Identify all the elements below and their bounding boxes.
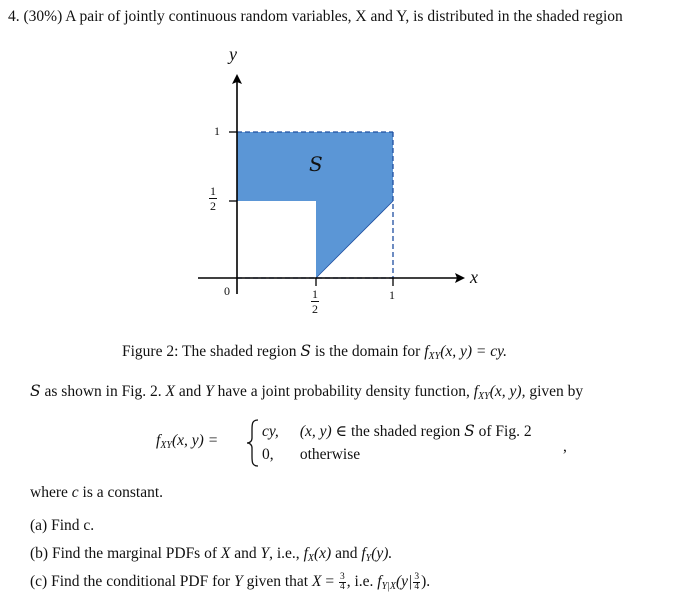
part-b (30, 545, 392, 564)
problem-weight: (30%) (23, 8, 63, 25)
pdf-case-1-tail: of Fig. 2 (478, 423, 532, 440)
part-c-f: f (377, 573, 382, 591)
intro-text-1: as shown in Fig. 2. (44, 383, 162, 400)
problem-number: 4. (8, 8, 20, 25)
intro-text-3: given by (529, 383, 584, 400)
constant-note-prefix: where (30, 484, 68, 501)
intro-sentence (30, 382, 583, 402)
part-b-fx-sub: X (307, 553, 314, 564)
part-b-text-2: , i.e., (269, 545, 300, 562)
part-b-x: X (220, 545, 231, 562)
pdf-lhs-sub: XY (160, 440, 172, 451)
pdf-brace (246, 418, 260, 468)
constant-note-var: c (71, 484, 79, 501)
pdf-case-1-cond-math: (x, y) ∈ (299, 423, 348, 440)
intro-y: Y (205, 383, 214, 400)
pdf-case-1 (262, 422, 532, 441)
y-tick-half-numerator: 1 (210, 184, 216, 198)
y-tick-label-1: 1 (214, 124, 220, 138)
part-c-open: (y| (396, 573, 413, 591)
caption-f-sub: XY (428, 351, 441, 362)
caption-prefix: Figure 2: The shaded region (122, 343, 297, 360)
part-c-x: X (312, 573, 322, 591)
intro-text-2: have a joint probability density function, (217, 383, 470, 400)
part-b-label: (b) (30, 545, 49, 562)
part-b-fy-arg: (y). (371, 545, 393, 562)
constant-note (30, 484, 163, 502)
part-b-and: and (234, 545, 257, 562)
region-label: S (309, 152, 323, 176)
intro-f: f (473, 383, 479, 400)
part-a-label: (a) (30, 517, 48, 534)
intro-region: S (30, 382, 41, 400)
caption-region: S (300, 342, 311, 360)
part-c-inner-fraction (413, 573, 420, 592)
pdf-case-1-region: S (464, 422, 475, 440)
part-b-and-2: and (335, 545, 358, 562)
pdf-case-2-value: 0, (262, 446, 274, 463)
part-c-frac-den: 4 (339, 582, 345, 592)
intro-args: (x, y), (489, 383, 526, 400)
part-c-frac-num: 3 (339, 572, 345, 582)
caption-args: (x, y) = cy. (440, 343, 508, 360)
pdf-trailing-comma: , (563, 438, 567, 455)
part-b-fx-arg: (x) (313, 545, 332, 562)
caption-f: f (424, 343, 429, 360)
pdf-lhs-args: (x, y) = (171, 432, 219, 449)
part-c (30, 573, 430, 592)
pdf-case-1-cond-text: the shaded region (350, 423, 461, 440)
origin-label: 0 (224, 284, 230, 298)
part-c-inner-num: 3 (414, 572, 420, 582)
x-axis-label: x (470, 267, 478, 287)
part-b-y: Y (260, 545, 270, 562)
intro-x: X (165, 383, 175, 400)
part-c-text-2: given that (246, 573, 309, 591)
pdf-case-2-cond: otherwise (299, 446, 361, 463)
pdf-lhs-f: f (156, 432, 161, 449)
x-tick-half-denominator: 2 (312, 302, 318, 316)
pdf-lhs (156, 432, 218, 451)
x-tick-label-half (311, 287, 319, 316)
part-c-label: (c) (30, 573, 48, 591)
part-c-inner-den: 4 (414, 582, 420, 592)
x-tick-half-numerator: 1 (312, 287, 318, 301)
y-tick-label-half (209, 184, 217, 213)
part-c-close: ). (421, 573, 431, 591)
intro-and: and (178, 383, 202, 400)
part-b-fy-sub: Y (365, 553, 372, 564)
constant-note-suffix: is a constant. (82, 484, 164, 501)
part-c-text-3: , i.e. (346, 573, 374, 591)
problem-statement: A pair of jointly continuous random variables, X and Y, is distributed in the shaded region (65, 8, 623, 25)
part-c-text-1: Find the conditional PDF for (51, 573, 231, 591)
caption-mid: is the domain for (314, 343, 421, 360)
part-a-text: Find c. (51, 517, 95, 534)
part-c-y: Y (234, 573, 243, 591)
part-b-fx: f (303, 545, 308, 562)
part-c-eq: = (325, 573, 335, 591)
y-tick-half-denominator: 2 (210, 199, 216, 213)
pdf-case-2 (262, 446, 360, 464)
y-axis-label: y (229, 44, 237, 64)
x-tick-label-1: 1 (389, 288, 395, 302)
part-c-fraction (339, 573, 346, 592)
intro-f-sub: XY (478, 391, 490, 402)
part-b-text-1: Find the marginal PDFs of (51, 545, 218, 562)
figure-caption (122, 342, 507, 362)
part-b-fy: f (361, 545, 366, 562)
part-a (30, 517, 94, 535)
pdf-case-1-value: cy, (262, 423, 279, 440)
part-c-f-sub: Y|X (381, 581, 397, 593)
